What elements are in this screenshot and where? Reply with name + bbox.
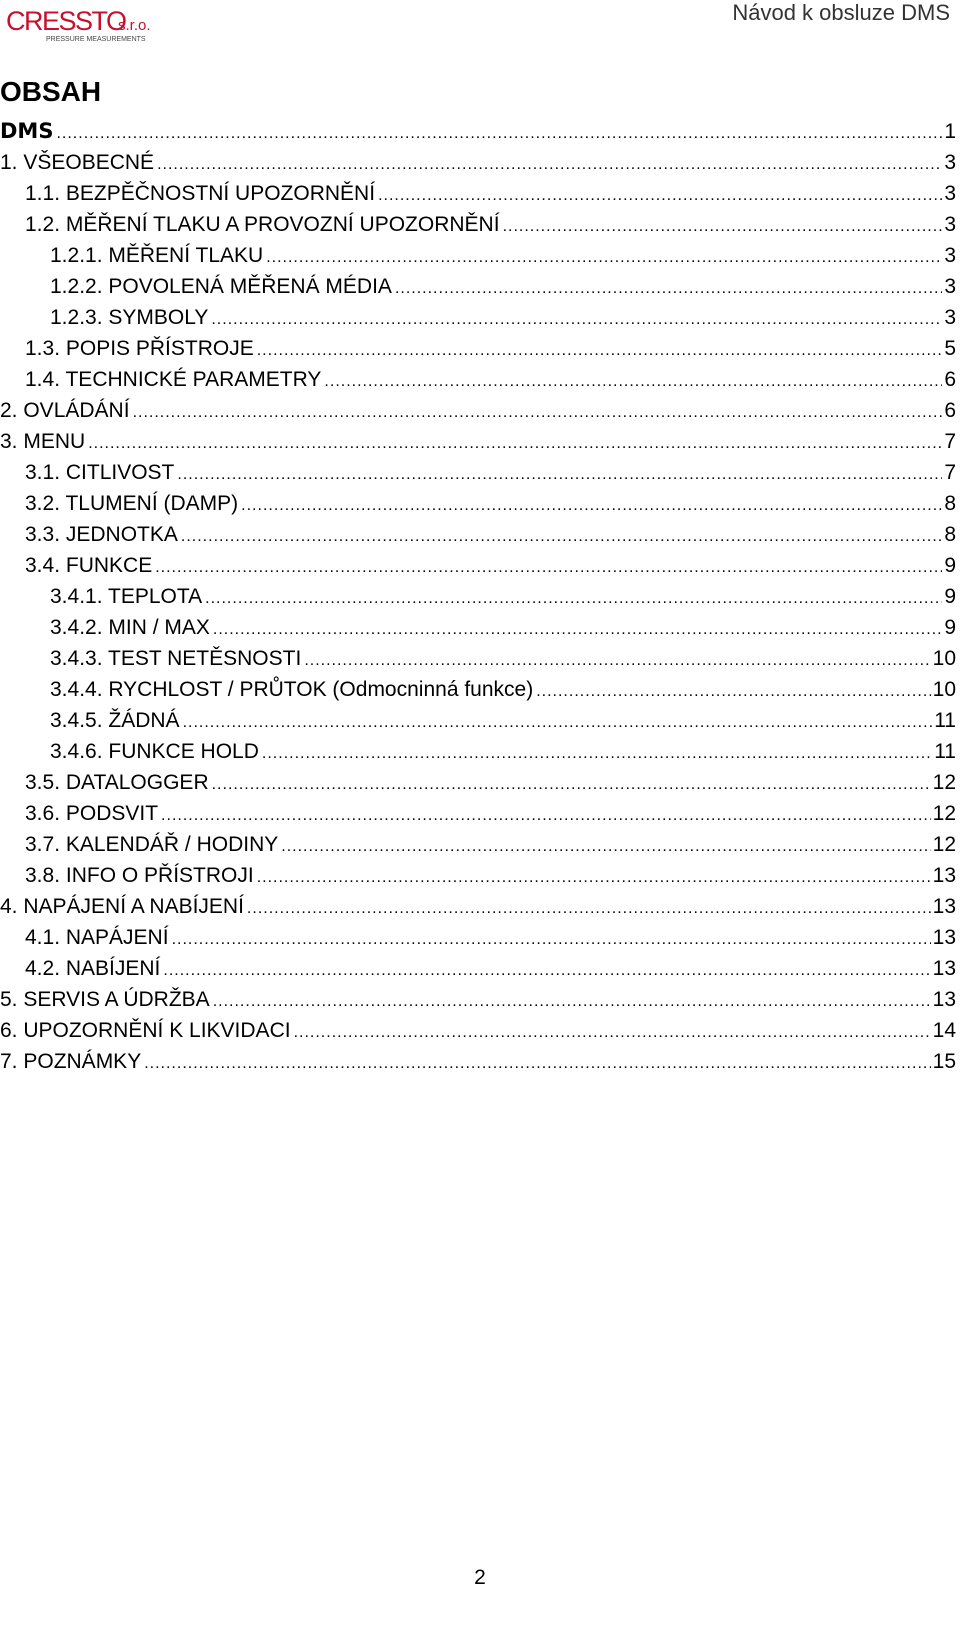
toc-dot-leader bbox=[257, 335, 943, 366]
toc-entry[interactable] bbox=[0, 1046, 958, 1077]
toc-entry-page: 13 bbox=[932, 957, 956, 980]
toc-entry[interactable] bbox=[0, 922, 958, 953]
toc-entry-label: 3.5. DATALOGGER bbox=[25, 771, 209, 794]
toc-entry-page: 6 bbox=[944, 368, 956, 391]
toc-entry[interactable] bbox=[0, 178, 958, 209]
toc-entry-label: 1.1. BEZPĚČNOSTNÍ UPOZORNĚNÍ bbox=[25, 182, 376, 205]
toc-entry-label: 3.4.5. ŽÁDNÁ bbox=[50, 709, 180, 732]
toc-entry[interactable] bbox=[0, 891, 958, 922]
toc-entry-page: 15 bbox=[932, 1050, 956, 1073]
toc-entry[interactable] bbox=[0, 209, 958, 240]
toc-dot-leader bbox=[181, 521, 942, 552]
toc-entry-page: 8 bbox=[944, 492, 956, 515]
toc-entry[interactable] bbox=[0, 457, 958, 488]
toc-entry-label: 5. SERVIS A ÚDRŽBA bbox=[0, 988, 210, 1011]
toc-dot-leader bbox=[144, 1048, 930, 1079]
toc-entry[interactable] bbox=[0, 953, 958, 984]
toc-entry[interactable] bbox=[0, 116, 958, 147]
toc-heading: OBSAH bbox=[0, 76, 102, 107]
toc-entry-page: 3 bbox=[944, 182, 956, 205]
toc-entry-page: 8 bbox=[944, 523, 956, 546]
toc-entry-label: 3.1. CITLIVOST bbox=[25, 461, 175, 484]
toc-entry[interactable] bbox=[0, 333, 958, 364]
toc-dot-leader bbox=[257, 862, 931, 893]
toc-entry-label: 4.1. NAPÁJENÍ bbox=[25, 926, 169, 949]
toc-entry-label: 3.4.4. RYCHLOST / PRŮTOK (Odmocninná funkce) bbox=[50, 678, 534, 701]
toc-entry[interactable] bbox=[0, 767, 958, 798]
toc-entry-page: 11 bbox=[934, 709, 956, 732]
toc-dot-leader bbox=[212, 769, 931, 800]
toc-entry-label: 2. OVLÁDÁNÍ bbox=[0, 399, 130, 422]
toc-entry-label: 7. POZNÁMKY bbox=[0, 1050, 142, 1073]
toc-dot-leader bbox=[294, 1017, 931, 1048]
toc-entry-page: 7 bbox=[944, 430, 956, 453]
toc-dot-leader bbox=[88, 428, 942, 459]
logo-suffix: s.r.o. bbox=[118, 17, 151, 34]
toc-entry[interactable] bbox=[0, 240, 958, 271]
toc-dot-leader bbox=[395, 273, 942, 304]
page-number: 2 bbox=[474, 1566, 486, 1589]
toc-entry-label: 1. VŠEOBECNÉ bbox=[0, 151, 155, 174]
toc-dot-leader bbox=[241, 490, 942, 521]
toc-entry-label: 3.2. TLUMENÍ (DAMP) bbox=[25, 492, 239, 515]
logo-tagline: PRESSURE MEASUREMENTS bbox=[46, 36, 146, 43]
toc-entry[interactable] bbox=[0, 984, 958, 1015]
toc-entry-label: 4. NAPÁJENÍ A NABÍJENÍ bbox=[0, 895, 244, 918]
toc-entry-label: 1.2.1. MĚŘENÍ TLAKU bbox=[50, 244, 264, 267]
toc-entry[interactable] bbox=[0, 581, 958, 612]
toc-dot-leader bbox=[155, 552, 942, 583]
toc-entry-page: 9 bbox=[944, 585, 956, 608]
toc-entry-page: 12 bbox=[932, 802, 956, 825]
toc-entry[interactable] bbox=[0, 674, 958, 705]
toc-entry-page: 3 bbox=[944, 151, 956, 174]
toc-entry-page: 10 bbox=[932, 647, 956, 670]
toc-entry-page: 3 bbox=[944, 213, 956, 236]
toc-dot-leader bbox=[378, 180, 942, 211]
toc-dot-leader bbox=[266, 242, 942, 273]
toc-entry[interactable] bbox=[0, 302, 958, 333]
toc-entry[interactable] bbox=[0, 550, 958, 581]
toc-entry-page: 3 bbox=[944, 244, 956, 267]
toc-dot-leader bbox=[281, 831, 930, 862]
toc-dot-leader bbox=[262, 738, 932, 769]
toc-entry-page: 3 bbox=[944, 275, 956, 298]
toc-dot-leader bbox=[247, 893, 931, 924]
toc-entry-label: 1.2.3. SYMBOLY bbox=[50, 306, 209, 329]
toc-entry-page: 6 bbox=[944, 399, 956, 422]
toc-entry-label: 3.7. KALENDÁŘ / HODINY bbox=[25, 833, 279, 856]
toc-entry-label: 3.4.6. FUNKCE HOLD bbox=[50, 740, 259, 763]
toc-entry-label: 6. UPOZORNĚNÍ K LIKVIDACI bbox=[0, 1019, 291, 1042]
toc-entry[interactable] bbox=[0, 1015, 958, 1046]
toc-entry[interactable] bbox=[0, 829, 958, 860]
toc-dot-leader bbox=[213, 614, 942, 645]
toc-entry-label: 1.4. TECHNICKÉ PARAMETRY bbox=[25, 368, 322, 391]
toc-entry[interactable] bbox=[0, 860, 958, 891]
toc-entry[interactable] bbox=[0, 488, 958, 519]
table-of-contents bbox=[0, 116, 958, 1077]
toc-entry-page: 14 bbox=[932, 1019, 956, 1042]
toc-entry-label: 3.4.1. TEPLOTA bbox=[50, 585, 203, 608]
toc-entry-label: 3.6. PODSVIT bbox=[25, 802, 159, 825]
toc-dot-leader bbox=[503, 211, 943, 242]
toc-dot-leader bbox=[172, 924, 931, 955]
toc-dot-leader bbox=[536, 676, 930, 707]
toc-entry-label: 1.2.2. POVOLENÁ MĚŘENÁ MÉDIA bbox=[50, 275, 392, 298]
toc-dot-leader bbox=[304, 645, 930, 676]
toc-dot-leader bbox=[177, 459, 942, 490]
toc-entry-page: 13 bbox=[932, 988, 956, 1011]
toc-entry-page: 1 bbox=[944, 120, 956, 143]
toc-entry-label: 3.8. INFO O PŘÍSTROJI bbox=[25, 864, 254, 887]
toc-entry-page: 9 bbox=[944, 616, 956, 639]
toc-entry[interactable] bbox=[0, 364, 958, 395]
toc-entry[interactable] bbox=[0, 426, 958, 457]
company-logo bbox=[6, 4, 156, 44]
toc-entry-page: 12 bbox=[932, 771, 956, 794]
toc-entry[interactable] bbox=[0, 643, 958, 674]
logo-text: CRESSTO bbox=[6, 6, 126, 36]
toc-entry-page: 9 bbox=[944, 554, 956, 577]
toc-dot-leader bbox=[183, 707, 933, 738]
toc-entry-label: 1.3. POPIS PŘÍSTROJE bbox=[25, 337, 254, 360]
toc-entry-page: 5 bbox=[944, 337, 956, 360]
toc-entry[interactable] bbox=[0, 798, 958, 829]
toc-entry-label: 3.4.3. TEST NETĚSNOSTI bbox=[50, 647, 302, 670]
toc-dot-leader bbox=[324, 366, 942, 397]
toc-entry[interactable] bbox=[0, 147, 958, 178]
toc-dot-leader bbox=[157, 149, 942, 180]
toc-entry[interactable] bbox=[0, 519, 958, 550]
toc-entry-page: 13 bbox=[932, 864, 956, 887]
toc-entry-page: 13 bbox=[932, 895, 956, 918]
toc-entry[interactable] bbox=[0, 736, 958, 767]
toc-dot-leader bbox=[56, 118, 942, 149]
toc-entry-page: 7 bbox=[944, 461, 956, 484]
toc-entry-page: 10 bbox=[932, 678, 956, 701]
toc-entry-page: 12 bbox=[932, 833, 956, 856]
toc-dot-leader bbox=[211, 304, 942, 335]
toc-entry-page: 11 bbox=[934, 740, 956, 763]
toc-entry-page: 3 bbox=[944, 306, 956, 329]
toc-entry-label: 3.3. JEDNOTKA bbox=[25, 523, 178, 546]
toc-dot-leader bbox=[163, 955, 930, 986]
toc-dot-leader bbox=[205, 583, 942, 614]
toc-entry[interactable] bbox=[0, 612, 958, 643]
toc-entry[interactable] bbox=[0, 395, 958, 426]
toc-entry[interactable] bbox=[0, 705, 958, 736]
toc-entry-label: 1.2. MĚŘENÍ TLAKU A PROVOZNÍ UPOZORNĚNÍ bbox=[25, 213, 500, 236]
toc-dot-leader bbox=[213, 986, 931, 1017]
toc-entry-label: 3.4. FUNKCE bbox=[25, 554, 153, 577]
toc-dot-leader bbox=[161, 800, 931, 831]
toc-entry-label: 4.2. NABÍJENÍ bbox=[25, 957, 161, 980]
toc-entry-page: 13 bbox=[932, 926, 956, 949]
toc-entry-label: 3.4.2. MIN / MAX bbox=[50, 616, 210, 639]
toc-entry[interactable] bbox=[0, 271, 958, 302]
document-title: Návod k obsluze DMS bbox=[732, 0, 950, 25]
toc-dot-leader bbox=[133, 397, 943, 428]
toc-entry-label: DMS bbox=[0, 119, 54, 143]
toc-entry-label: 3. MENU bbox=[0, 430, 86, 453]
